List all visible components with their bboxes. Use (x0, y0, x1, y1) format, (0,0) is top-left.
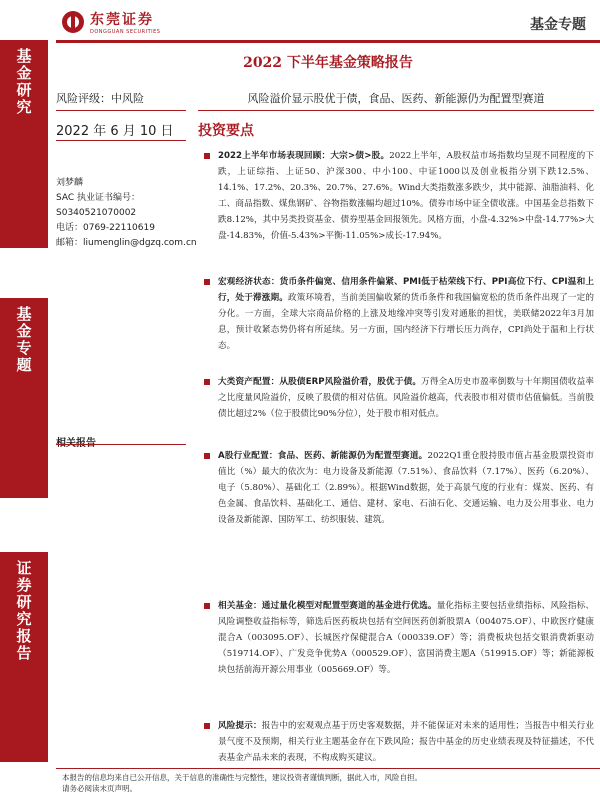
report-title: 2022 下半年基金策略报告 (243, 55, 413, 71)
header-divider (56, 40, 600, 43)
cert-label: SAC 执业证书编号： (56, 193, 141, 203)
author-name: 刘梦麟 (56, 178, 84, 188)
author-phone: 电话：0769-22110619 (56, 223, 155, 233)
author-email[interactable]: 邮箱：liumenglin@dgzq.com.cn (56, 238, 197, 248)
logo-icon (62, 11, 84, 33)
subtitle-divider (198, 110, 594, 111)
risk-rating: 风险评级：中风险 (56, 92, 144, 105)
logo-cn: 东莞证券 (90, 12, 154, 28)
header-label: 基金专题 (530, 17, 586, 33)
footer-divider (56, 768, 600, 769)
left-divider (56, 110, 186, 111)
report-subtitle: 风险溢价显示股优于债，食品、医药、新能源仍为配置型赛道 (247, 92, 545, 105)
footer-line: 本报告的信息均来自已公开信息，关于信息的准确性与完整性，建议投资者谨慎判断，据此入市，风险自担。 (62, 773, 422, 782)
author-info (56, 176, 197, 251)
footer-disclaimer (62, 772, 592, 794)
company-logo (62, 6, 182, 38)
cert-number: S0340521070002 (56, 208, 137, 218)
side-tab-research-report: 证券研究报告 (0, 552, 48, 762)
list-item: 大类资产配置：从股债ERP风险溢价看，股优于债。万得全A历史市盈率倒数与十年期国债收益率之比度量风险溢价，反映了股债的相对估值。风险溢价越高，代表股市相对债市估值偏低。当前股债比超过2%（位于股债比90%分位），处于股市相对低点。 (198, 374, 594, 448)
side-tab-fund-topic: 基金专题 (0, 298, 48, 498)
list-item: 宏观经济状态：货币条件偏宽、信用条件偏紧、PMI低于枯荣线下行、PPI高位下行、CPI温和上行，处于滞涨期。政策环境看，当前美国偏收紧的货币条件和我国偏宽松的货币条件出现了一定的分化。一方面，全球大宗商品价格的上涨及地缘冲突等引发对通胀的担忧，美联储2022年3月加息，预计收紧态势仍将有所延续。另一方面，国内经济下行增长压力尚存，CPI尚处于温和上行状态。 (198, 274, 594, 374)
left-divider (56, 140, 186, 141)
section-heading: 投资要点 (198, 123, 254, 139)
left-divider (56, 444, 186, 445)
side-tab-fund-research: 基金研究 (0, 40, 48, 248)
related-reports-heading (56, 434, 96, 449)
key-points-list (198, 148, 594, 788)
list-item: 相关基金：通过量化模型对配置型赛道的基金进行优选。量化指标主要包括业绩指标、风险指标、风险调整收益指标等，筛选后医药板块包括有空间医药创新股票A（004075.OF）、中欧医疗健康混合A（003095.OF）、长城医疗保健混合A（000339.OF）等；消费板块包括交银消费新驱动（519714.OF）、广发竞争优势A（000529.OF）、富国消费主题A（519915.OF）等；新能源板块包括前海开源公用事业（005669.OF）等。 (198, 598, 594, 718)
logo-en: DONGGUAN SECURITIES (90, 29, 161, 35)
list-item: 2022上半年市场表现回顾：大宗>债>股。2022上半年，A股权益市场指数均呈现不同程度的下跌，上证综指、上证50、沪深300、中小100、中证1000以及创业板指分别下跌12.5%、14.1%、17.2%、20.3%、20.7%、27.6%。Wind大类指数涨多跌少，其中能源、油脂油料、化工、商品指数、煤焦钢矿、谷物指数涨幅均超过10%。债券市场中证全债收涨。中国基金总指数下跌8.12%，其中另类投资基金、债券型基金回报领先。风格方面，小盘-4.32%>中盘-14.77%>大盘-14.83%，价值-5.43%>平衡-11.05%>成长-17.94%。 (198, 148, 594, 274)
list-item: A股行业配置：食品、医药、新能源仍为配置型赛道。2022Q1重仓股持股市值占基金股票投资市值比（%）最大的依次为：电力设备及新能源（7.51%）、食品饮料（7.17%）、医药（6.20%）、电子（5.80%）、基础化工（2.89%）。根据Wind数据，处于高景气度的行业有：煤炭、医药、有色金属、食品饮料、基础化工、通信、建材、家电、石油石化、交通运输、电力及公用事业、电力设备及新能源、国防军工、纺织服装、建筑。 (198, 448, 594, 598)
footer-line: 请务必阅读末页声明。 (62, 784, 137, 793)
list-item: 风险提示：报告中的宏观观点基于历史客观数据，并不能保证对未来的适用性；当报告中相关行业景气度不及预期，相关行业主题基金存在下跌风险；报告中基金的历史业绩表现及特征描述，不代表基金产品未来的表现，不构成购买建议。 (198, 718, 594, 788)
report-date: 2022 年 6 月 10 日 (56, 124, 174, 139)
